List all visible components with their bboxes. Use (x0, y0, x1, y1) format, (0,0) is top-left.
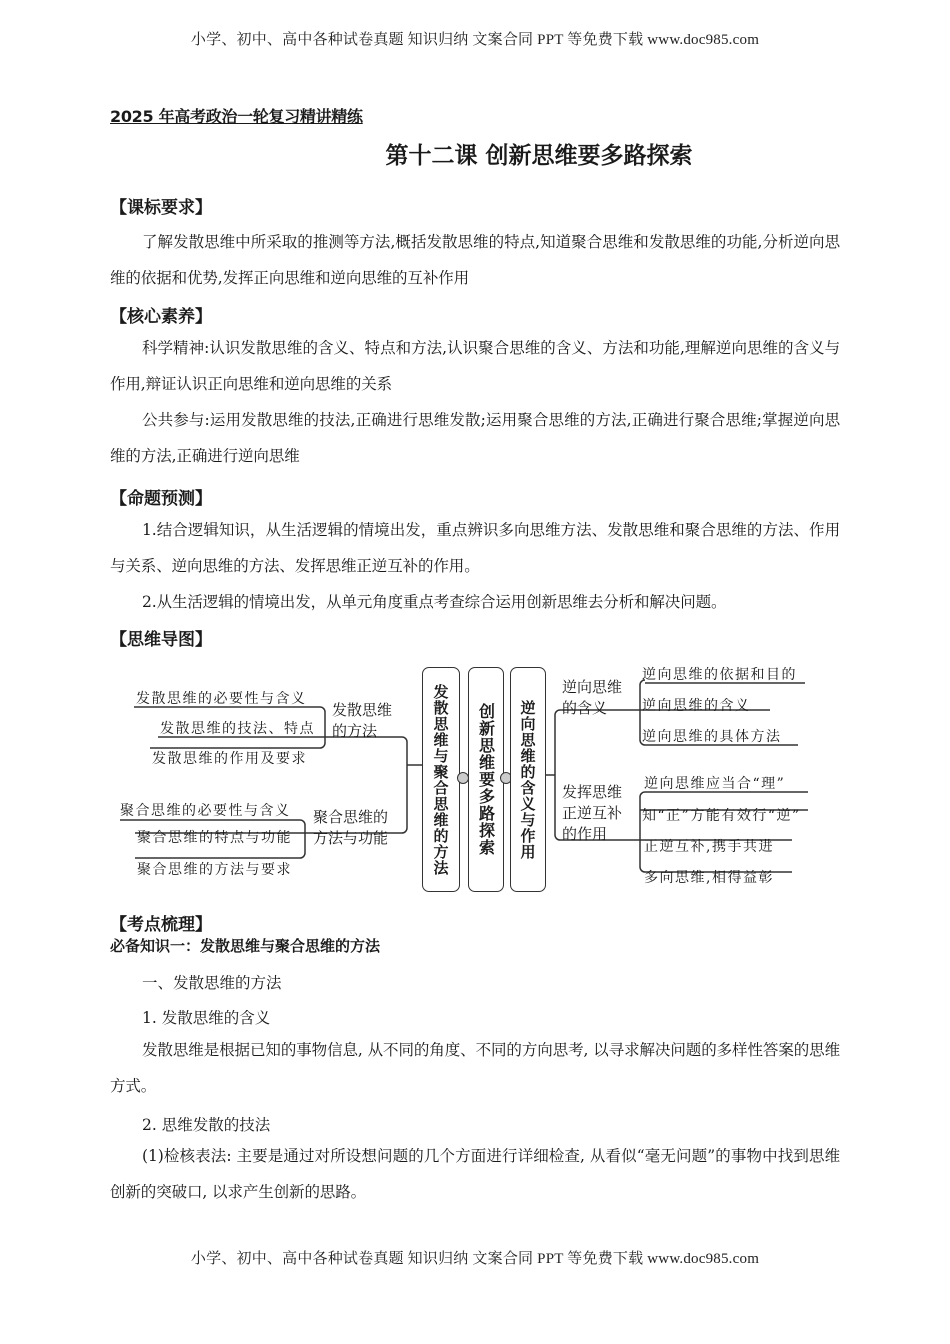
mindmap-leaf: 逆向思维的依据和目的 (642, 667, 797, 683)
mindmap-leaf: 聚合思维的方法与要求 (137, 862, 292, 878)
mindmap-group-label: 发散思维 的方法 (332, 701, 393, 740)
prediction-paragraph: 2.从生活逻辑的情境出发，从单元角度重点考查综合运用创新思维去分析和解决问题。 (142, 593, 727, 611)
part-title: 一、发散思维的方法 (142, 974, 282, 992)
prediction-paragraph: 1.结合逻辑知识，从生活逻辑的情境出发，重点辨识多向思维方法、发散思维和聚合思维的方法、作用与关系、逆向思维的方法、发挥思维正逆互补的作用。 (110, 521, 840, 575)
mindmap-leaf: 逆向思维的含义 (642, 698, 751, 714)
section-heading-literacy: 【核心素养】 (110, 307, 212, 327)
item-title: 1. 发散思维的含义 (142, 1009, 271, 1027)
literacy-paragraph: 公共参与:运用发散思维的技法,正确进行思维发散;运用聚合思维的方法,正确进行聚合思维;掌握逆向思维的方法,正确进行逆向思维 (110, 411, 840, 465)
item-text: (1)检核表法: 主要是通过对所设想问题的几个方面进行详细检查, 从看似“毫无问题”的事物中找到思维创新的突破口, 以求产生创新的思路。 (110, 1147, 840, 1201)
document-subtitle: 2025 年高考政治一轮复习精讲精练 (110, 107, 363, 126)
section-heading-prediction: 【命题预测】 (110, 489, 212, 509)
mindmap-leaf: 正逆互补,携手共进 (644, 839, 774, 855)
mindmap-leaf: 多向思维,相得益彰 (644, 870, 774, 886)
curriculum-text: 了解发散思维中所采取的推测等方法,概括发散思维的特点,知道聚合思维和发散思维的功能,分析逆向思维的依据和优势,发挥正向思维和逆向思维的互补作用 (110, 233, 840, 287)
footer-watermark: 小学、初中、高中各种试卷真题 知识归纳 文案合同 PPT 等免费下载 www.doc985.com (190, 1251, 760, 1267)
mindmap-branch-left: 发散思维与聚合思维的方法 (422, 667, 460, 892)
mindmap-leaf: 聚合思维的特点与功能 (137, 830, 292, 846)
mindmap-leaf: 知“正”方能有效行“逆” (642, 808, 801, 824)
mindmap-leaf: 逆向思维应当合“理” (644, 776, 786, 792)
literacy-paragraph: 科学精神:认识发散思维的含义、特点和方法,认识聚合思维的含义、方法和功能,理解逆向思维的含义与作用,辩证认识正向思维和逆向思维的关系 (110, 339, 840, 393)
mindmap-leaf: 逆向思维的具体方法 (642, 729, 782, 745)
knowledge-title: 必备知识一：发散思维与聚合思维的方法 (110, 937, 381, 955)
mindmap-leaf: 聚合思维的必要性与含义 (120, 803, 291, 819)
mindmap-center: 创新思维要多路探索 (468, 667, 504, 892)
mindmap-group-label: 聚合思维的 方法与功能 (313, 808, 389, 847)
section-heading-review: 【考点梳理】 (110, 915, 212, 935)
item-text: 发散思维是根据已知的事物信息, 从不同的角度、不同的方向思考, 以寻求解决问题的多样性答案的思维方式。 (110, 1041, 840, 1095)
item-title: 2. 思维发散的技法 (142, 1116, 271, 1134)
section-heading-mindmap: 【思维导图】 (110, 630, 212, 650)
mindmap-leaf: 发散思维的技法、特点 (160, 721, 315, 737)
mindmap-leaf: 发散思维的作用及要求 (152, 751, 307, 767)
mindmap-group-label: 发挥思维 正逆互补 的作用 (562, 783, 623, 843)
mind-map (110, 655, 830, 900)
mindmap-branch-right: 逆向思维的含义与作用 (510, 667, 546, 892)
page-title: 第十二课 创新思维要多路探索 (385, 143, 693, 169)
mindmap-group-label: 逆向思维 的含义 (562, 678, 623, 717)
mindmap-leaf: 发散思维的必要性与含义 (136, 691, 307, 707)
section-heading-curriculum: 【课标要求】 (110, 198, 212, 218)
header-watermark: 小学、初中、高中各种试卷真题 知识归纳 文案合同 PPT 等免费下载 www.doc985.com (190, 32, 760, 48)
